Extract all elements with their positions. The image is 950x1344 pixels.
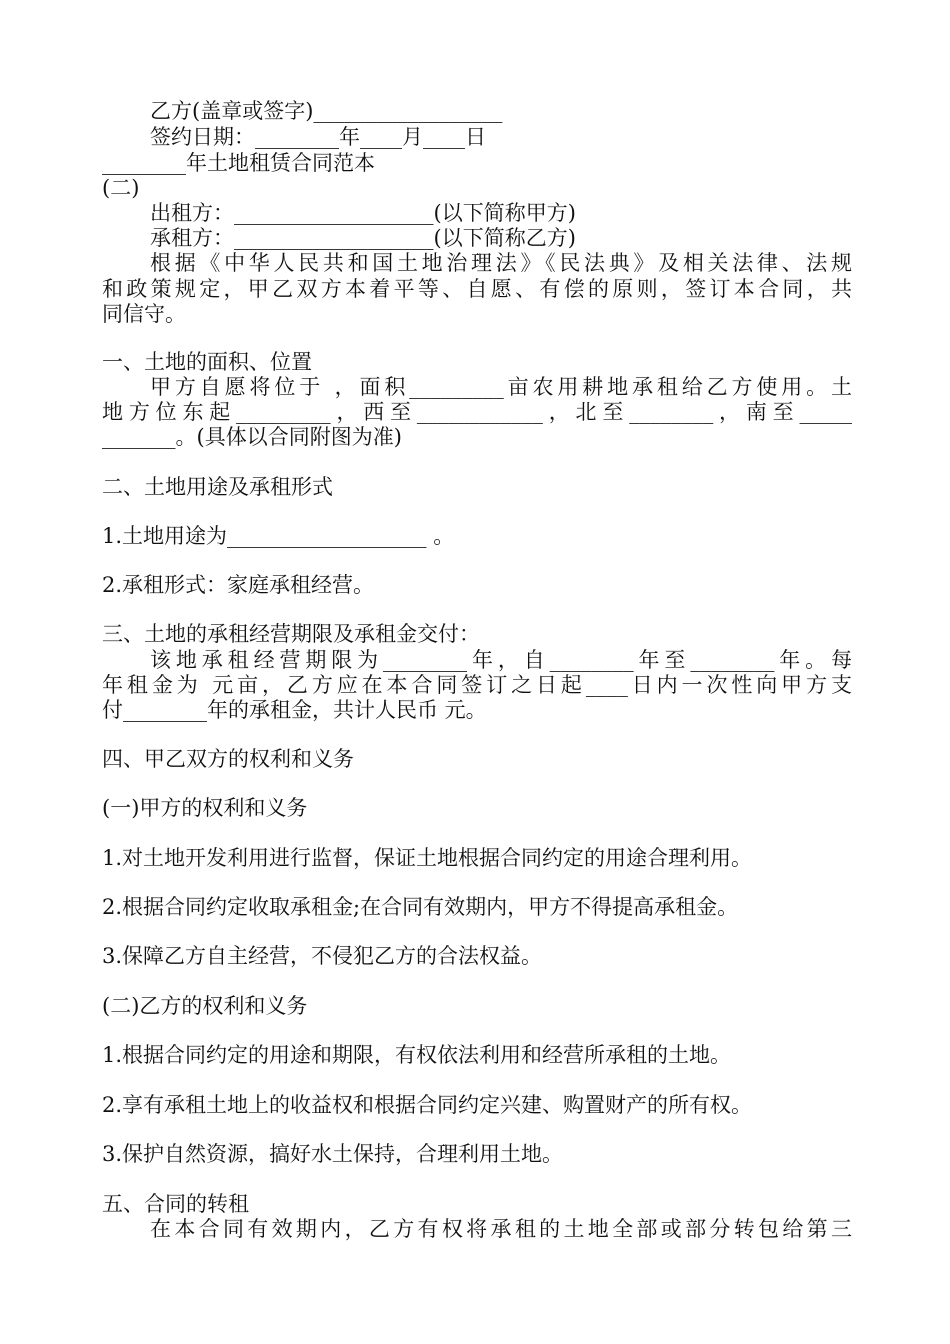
preamble-line: 根据《中华人民共和国土地治理法》《民法典》及相关法律、法规	[150, 251, 852, 275]
preamble-line: 和政策规定，甲乙双方本着平等、自愿、有偿的原则，签订本合同，共	[102, 277, 852, 301]
list-item: 1.土地用途为___________________ 。	[102, 524, 455, 548]
document-subtitle: (二)	[102, 176, 140, 200]
list-item: 3.保障乙方自主经营，不侵犯乙方的合法权益。	[102, 944, 543, 968]
lessor-line: 出租方：___________________(以下简称甲方)	[150, 201, 576, 225]
section-heading: 二、土地用途及承租形式	[102, 475, 333, 499]
section-heading: 三、土地的承租经营期限及承租金交付：	[102, 622, 480, 646]
signature-line-b: 乙方(盖章或签字)__________________	[150, 99, 503, 123]
sign-date-line: 签约日期：________年____月____日	[150, 125, 486, 149]
section-text-line: 地方位东起_________，西至____________，北至________，南至_____	[102, 400, 852, 424]
section-heading: 五、合同的转租	[102, 1192, 249, 1216]
section-text-line: 在本合同有效期内，乙方有权将承租的土地全部或部分转包给第三	[150, 1217, 852, 1241]
section-text-line: 甲方自愿将位于 ，面积_________亩农用耕地承租给乙方使用。土	[150, 375, 852, 399]
list-item: 1.根据合同约定的用途和期限，有权依法利用和经营所承租的土地。	[102, 1043, 732, 1067]
lessee-line: 承租方：___________________(以下简称乙方)	[150, 226, 576, 250]
list-item: 2.根据合同约定收取承租金;在合同有效期内，甲方不得提高承租金。	[102, 895, 739, 919]
list-item: 2.承租形式：家庭承租经营。	[102, 573, 375, 597]
section-text-line: 付________年的承租金，共计人民币 元。	[102, 698, 487, 722]
preamble-line: 同信守。	[102, 302, 186, 326]
subsection-heading: (二)乙方的权利和义务	[102, 994, 308, 1018]
section-text-line: 该地承租经营期限为________年，自________年至________年。每	[150, 648, 852, 672]
section-text-line: _______。(具体以合同附图为准)	[102, 425, 402, 449]
document-title: ________年土地租赁合同范本	[102, 151, 375, 175]
section-heading: 四、甲乙双方的权利和义务	[102, 747, 354, 771]
list-item: 2.享有承租土地上的收益权和根据合同约定兴建、购置财产的所有权。	[102, 1093, 753, 1117]
list-item: 1.对土地开发利用进行监督，保证土地根据合同约定的用途合理利用。	[102, 846, 753, 870]
subsection-heading: (一)甲方的权利和义务	[102, 796, 308, 820]
section-text-line: 年租金为 元亩，乙方应在本合同签订之日起____日内一次性向甲方支	[102, 673, 852, 697]
list-item: 3.保护自然资源，搞好水土保持，合理利用土地。	[102, 1142, 564, 1166]
section-heading: 一、土地的面积、位置	[102, 350, 312, 374]
